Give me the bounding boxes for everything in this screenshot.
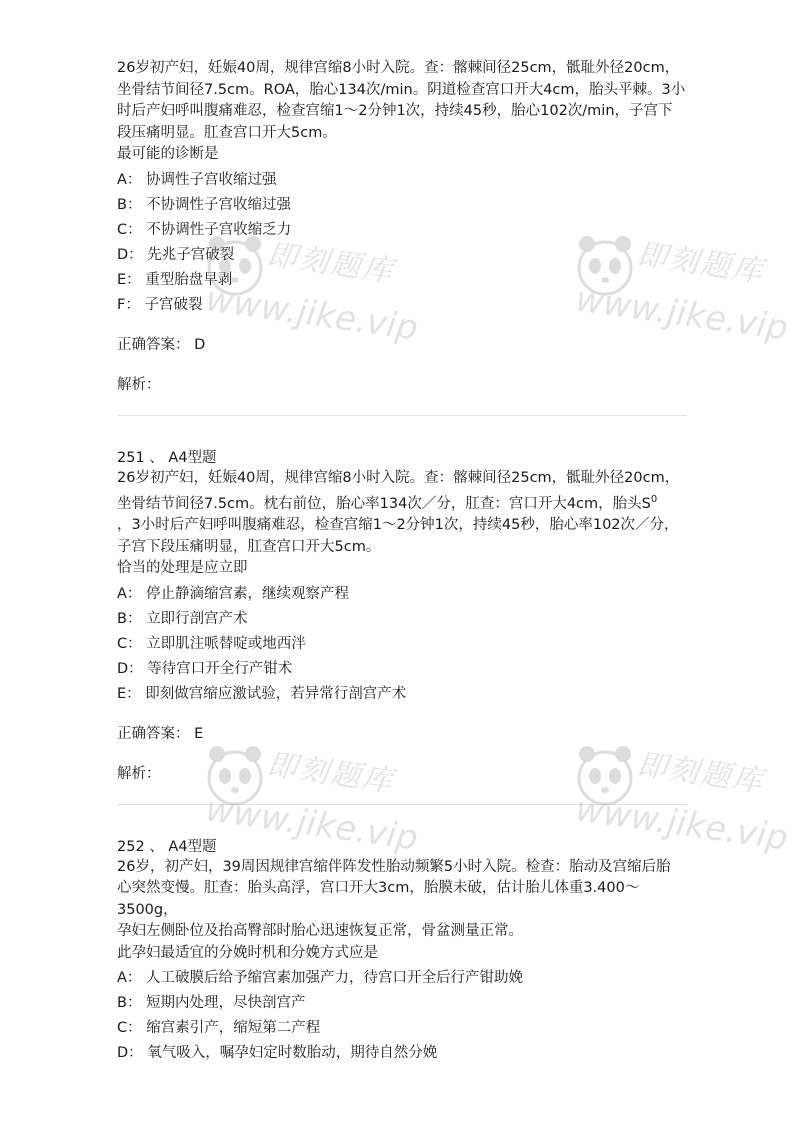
watermark-text: 即刻题库 (634, 237, 767, 290)
option-d: D： 等待宫口开全行产钳术 (117, 660, 293, 677)
watermark-url: www.jike.vip (573, 279, 791, 349)
question-251 (117, 448, 687, 805)
question-prompt: 此孕妇最适宜的分娩时机和分娩方式应是 (117, 944, 378, 961)
stem-line: 枕右前位，胎心率134次／分，肛查：宫口开大4cm，胎头S (263, 495, 651, 512)
answer-value: E (194, 725, 204, 742)
watermark-text: 即刻题库 (634, 747, 767, 800)
question-250 (117, 58, 687, 416)
correct-answer (117, 724, 687, 744)
option-a: A： 协调性子宫收缩过强 (117, 171, 277, 188)
watermark-text: 即刻题库 (264, 747, 397, 800)
stem-line: 26岁，初产妇，39周因规律宫缩伴阵发性胎动频繁5小时入院。检查：胎动及宫缩后胎 (117, 858, 671, 875)
stem-line: 坐骨结节间径7.5cm。ROA，胎心134次/min。阴道检查宫口开大4cm，胎头平棘。3小 (117, 81, 686, 98)
option-d: D： 氧气吸入，嘱孕妇定时数胎动，期待自然分娩 (117, 1045, 438, 1062)
option-list (117, 170, 687, 315)
analysis (117, 764, 687, 784)
stem-line: ，3小时后产妇呼叫腹痛难忍，检查宫缩1～2分钟1次，持续45秒，胎心率102次／分， (117, 517, 679, 534)
station-superscript: 0 (650, 494, 658, 505)
question-divider (117, 804, 687, 805)
option-c: C： 立即肌注哌替啶或地西泮 (117, 635, 306, 652)
stem-line: 26岁初产妇，妊娠40周，规律宫缩8小时入院。查：髂棘间径25cm，骶耻外径20cm， (117, 60, 680, 76)
watermark-url: www.jike.vip (203, 789, 421, 859)
question-prompt: 最可能的诊断是 (117, 146, 219, 162)
watermark-url: www.jike.vip (203, 279, 421, 349)
question-stem (117, 857, 687, 965)
option-e: E： 即刻做宫缩应激试验，若异常行剖宫产术 (117, 685, 407, 702)
answer-value: D (194, 336, 206, 353)
analysis (117, 375, 687, 395)
stem-line-prefix: 坐骨结节间径7.5cm。 (117, 495, 264, 512)
option-a: A： 人工破膜后给予缩宫素加强产力，待宫口开全后行产钳助娩 (117, 970, 524, 987)
watermark-text: 即刻题库 (264, 237, 397, 290)
question-header: 252 、 A4型题 (117, 838, 217, 855)
option-d: D： 先兆子宫破裂 (117, 246, 235, 263)
correct-answer (117, 335, 687, 355)
option-f: F： 子宫破裂 (117, 296, 203, 313)
question-stem (117, 468, 687, 580)
question-header: 251 、 A4型题 (117, 449, 217, 466)
option-b: B： 短期内处理，尽快剖宫产 (117, 995, 306, 1012)
question-prompt: 恰当的处理是应立即 (117, 560, 248, 577)
document-page (117, 58, 687, 1068)
option-list (117, 968, 687, 1063)
stem-line: 心突然变慢。肛查：胎头高浮，宫口开大3cm，胎膜未破，估计胎儿体重3.400～3500g， (117, 880, 640, 918)
option-b: B： 立即行剖宫产术 (117, 610, 248, 627)
analysis-label: 解析： (117, 765, 161, 782)
answer-label: 正确答案： (117, 336, 190, 353)
watermark-url: www.jike.vip (573, 789, 791, 859)
stem-line: 时后产妇呼叫腹痛难忍，检查宫缩1～2分钟1次，持续45秒，胎心102次/min，子宫下 (117, 103, 673, 119)
option-a: A： 停止静滴缩宫素，继续观察产程 (117, 585, 350, 602)
option-c: C： 不协调性子宫收缩乏力 (117, 221, 292, 238)
stem-line: 段压痛明显。肛查宫口开大5cm。 (117, 124, 337, 141)
option-e: E： 重型胎盘早剥 (117, 271, 233, 288)
option-c: C： 缩宫素引产，缩短第二产程 (117, 1020, 321, 1037)
stem-line: 孕妇左侧卧位及抬高臀部时胎心迅速恢复正常，骨盆测量正常。 (117, 923, 523, 940)
option-list (117, 584, 687, 704)
stem-line: 26岁初产妇，妊娠40周，规律宫缩8小时入院。查：髂棘间径25cm，骶耻外径20cm， (117, 469, 680, 486)
option-b: B： 不协调性子宫收缩过强 (117, 196, 292, 213)
question-252 (117, 837, 687, 1064)
answer-label: 正确答案： (117, 725, 190, 742)
stem-line: 子宫下段压痛明显，肛查宫口开大5cm。 (117, 538, 381, 555)
analysis-label: 解析： (117, 376, 161, 393)
question-stem (117, 58, 687, 166)
question-divider (117, 415, 687, 416)
